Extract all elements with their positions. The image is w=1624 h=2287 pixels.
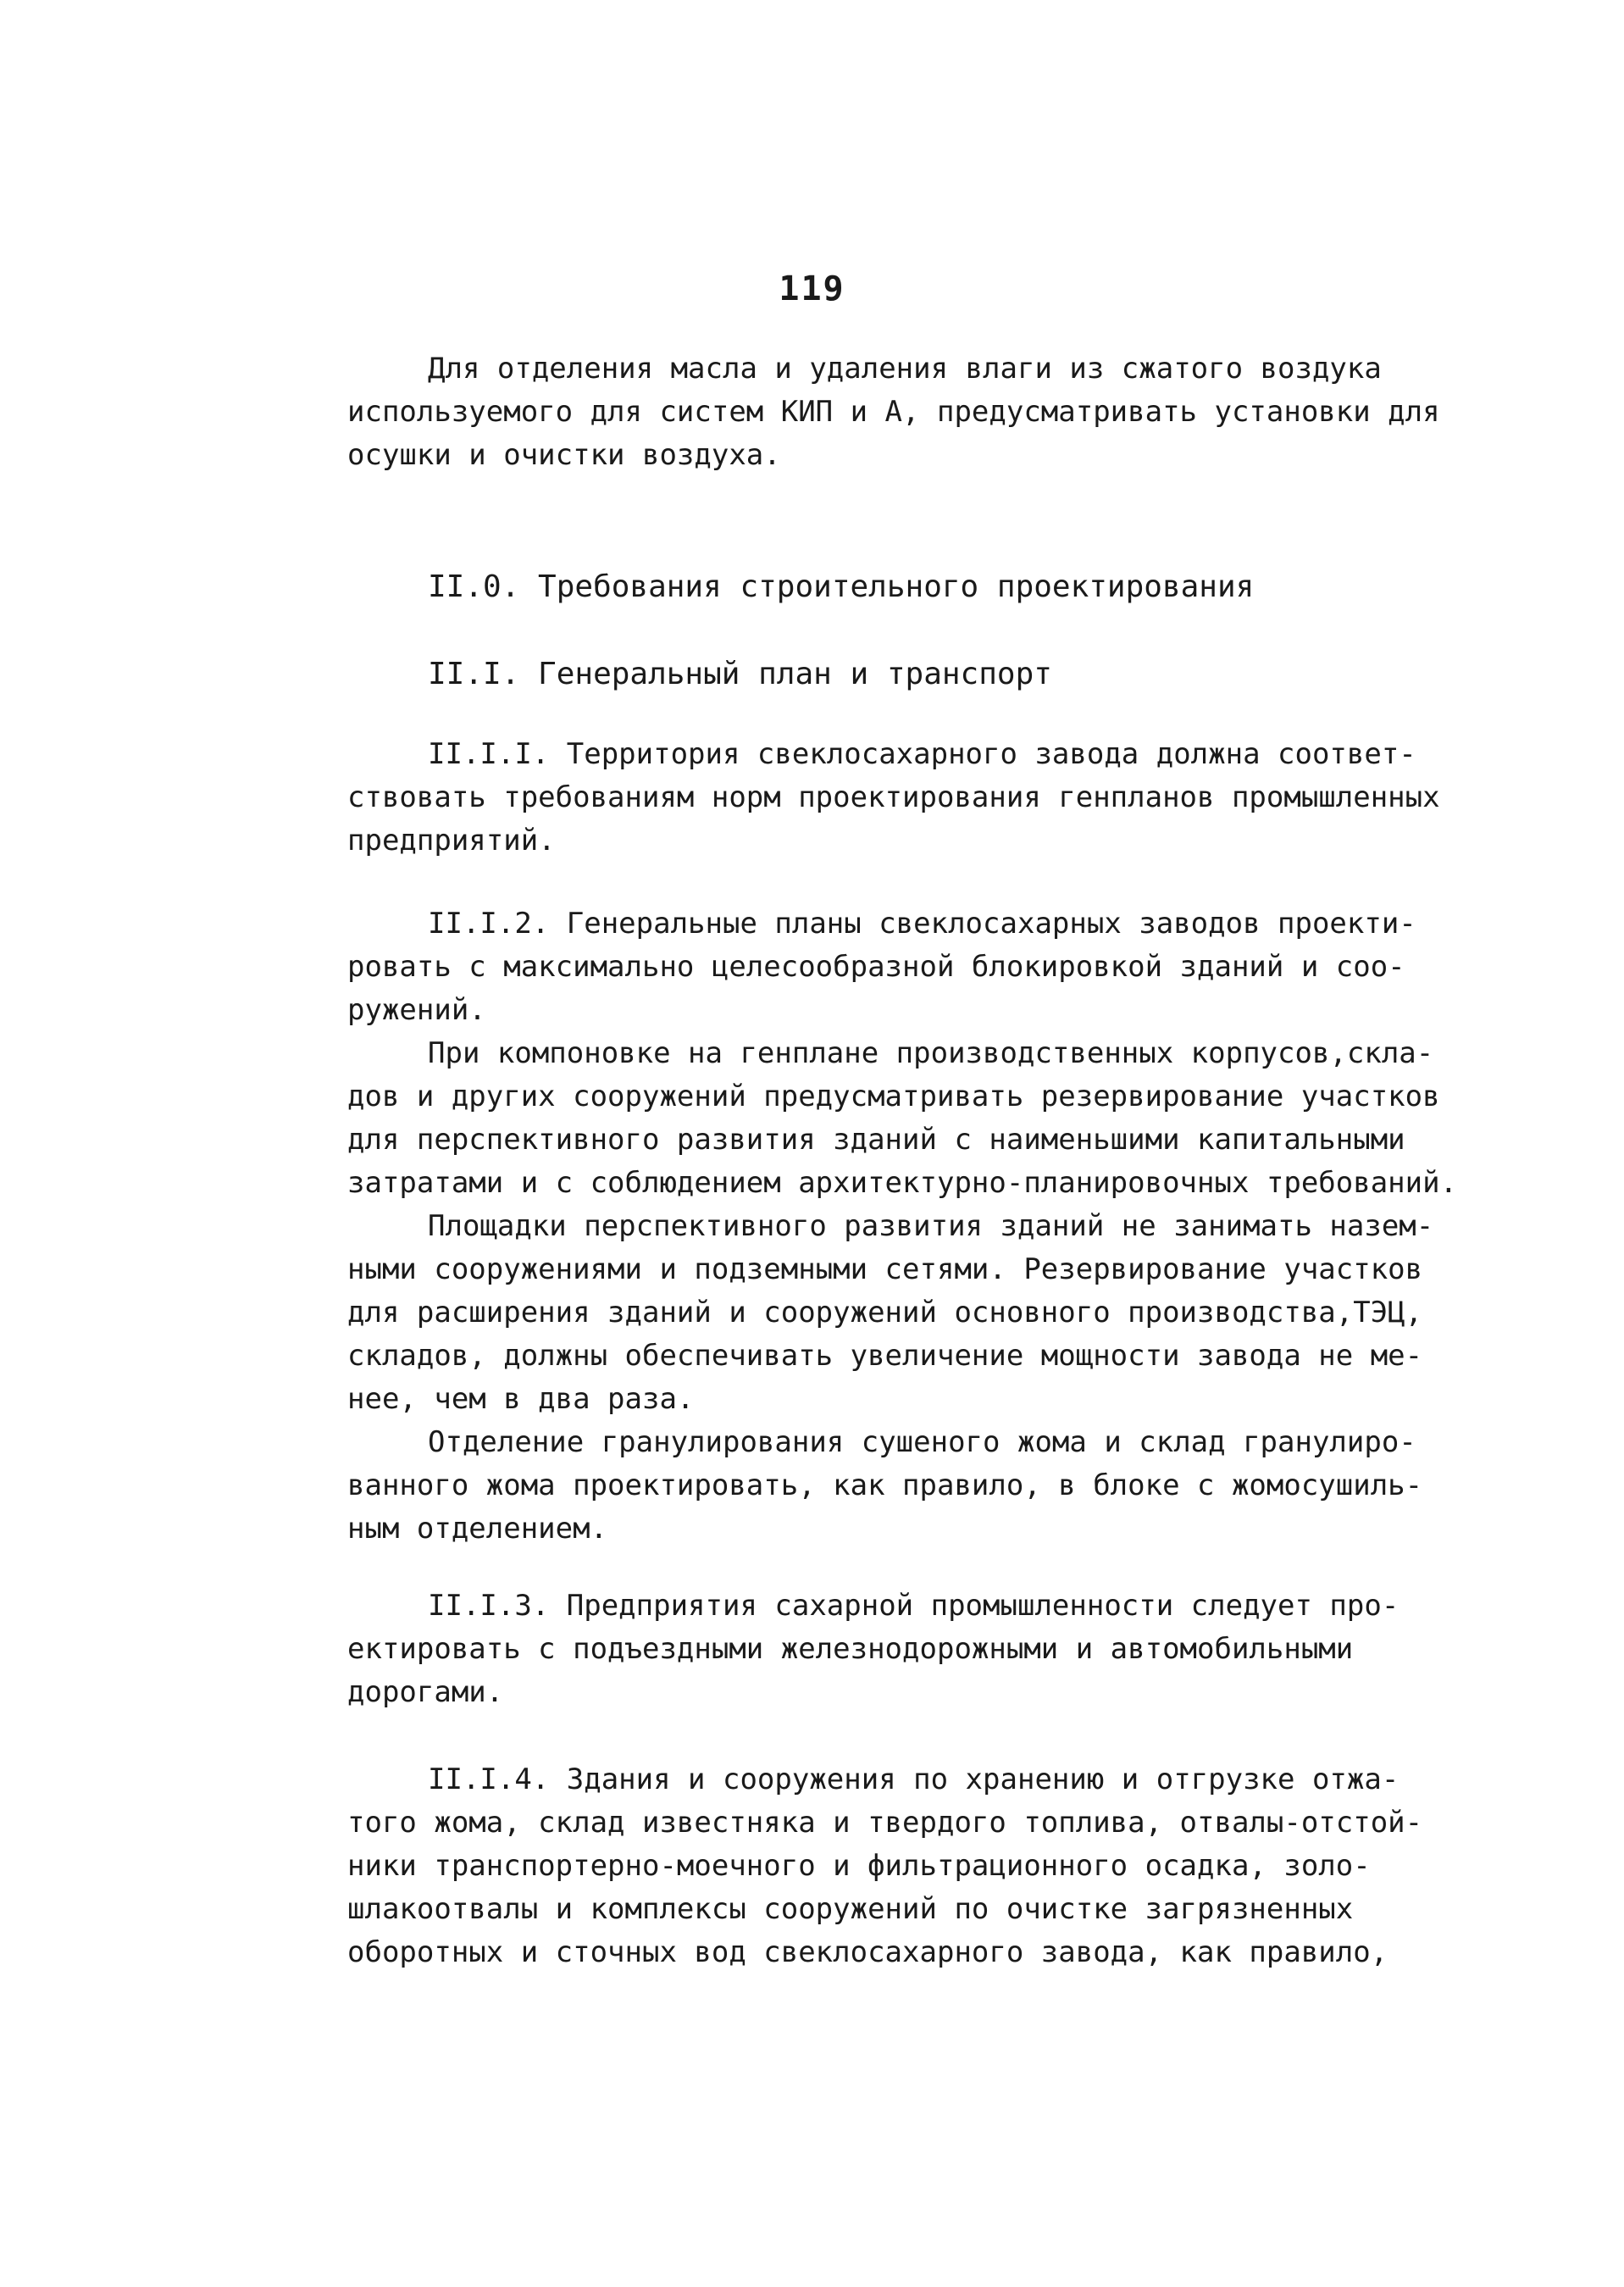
text-line: предприятий. xyxy=(347,824,556,858)
text-line: дорогами. xyxy=(347,1675,504,1709)
text-line: При компоновке на генплане производственных корпусов,скла- xyxy=(428,1036,1434,1070)
paragraph-11-1-3 xyxy=(347,1585,1440,1714)
text-line: оборотных и сточных вод свеклосахарного завода, как правило, xyxy=(347,1935,1388,1969)
text-line: для расширения зданий и сооружений основного производства,ТЭЦ, xyxy=(347,1296,1423,1329)
subsection-heading xyxy=(347,652,1440,696)
text-line: того жома, склад известняка и твердого топлива, отвалы-отстой- xyxy=(347,1806,1423,1840)
text-line: II.I.4. Здания и сооружения по хранению и отгрузке отжа- xyxy=(428,1762,1400,1796)
text-line: ванного жома проектировать, как правило, в блоке с жомосушиль- xyxy=(347,1468,1423,1502)
paragraph-11-1-4 xyxy=(347,1758,1440,1974)
text-line: ектировать с подъездными железнодорожными и автомобильными xyxy=(347,1632,1354,1666)
text-line: Отделение гранулирования сушеного жома и склад гранулиро- xyxy=(428,1425,1416,1459)
intro-paragraph xyxy=(347,347,1440,477)
text-line: осушки и очистки воздуха. xyxy=(347,438,781,472)
text-line: для перспективного развития зданий с наименьшими капитальными xyxy=(347,1123,1405,1157)
text-line: ными сооружениями и подземными сетями. Резервирование участков xyxy=(347,1252,1423,1286)
text-line: шлакоотвалы и комплексы сооружений по очистке загрязненных xyxy=(347,1892,1354,1926)
text-line: II.I.2. Генеральные планы свеклосахарных заводов проекти- xyxy=(428,907,1416,941)
page-number: 119 xyxy=(779,269,845,308)
text-line: затратами и с соблюдением архитектурно-планировочных требований. xyxy=(347,1166,1458,1200)
paragraph-11-1-2 xyxy=(347,902,1458,1551)
text-line: II.I.3. Предприятия сахарной промышленности следует про- xyxy=(428,1589,1400,1623)
text-line: ным отделением. xyxy=(347,1512,608,1546)
heading-text: II.I. Генеральный план и транспорт xyxy=(428,657,1052,691)
text-line: ружений. xyxy=(347,993,486,1027)
text-line: ники транспортерно-моечного и фильтрационного осадка, золо- xyxy=(347,1849,1371,1883)
heading-text: II.0. Требования строительного проектирования xyxy=(428,569,1255,604)
section-heading xyxy=(347,565,1440,608)
text-line: Для отделения масла и удаления влаги из сжатого воздука xyxy=(428,352,1382,386)
text-line: дов и других сооружений предусматривать резервирование участков xyxy=(347,1080,1440,1113)
text-line: используемого для систем КИП и А, предусматривать установки для xyxy=(347,395,1440,429)
text-line: Площадки перспективного развития зданий не занимать назем- xyxy=(428,1209,1434,1243)
text-line: ствовать требованиям норм проектирования генпланов промышленных xyxy=(347,780,1440,814)
paragraph-11-1-1 xyxy=(347,733,1440,863)
text-line: складов, должны обеспечивать увеличение мощности завода не ме- xyxy=(347,1339,1423,1373)
text-line: II.I.I. Территория свеклосахарного завода должна соответ- xyxy=(428,737,1416,771)
text-line: нее, чем в два раза. xyxy=(347,1382,695,1416)
text-line: ровать с максимально целесообразной блокировкой зданий и соо- xyxy=(347,950,1405,984)
